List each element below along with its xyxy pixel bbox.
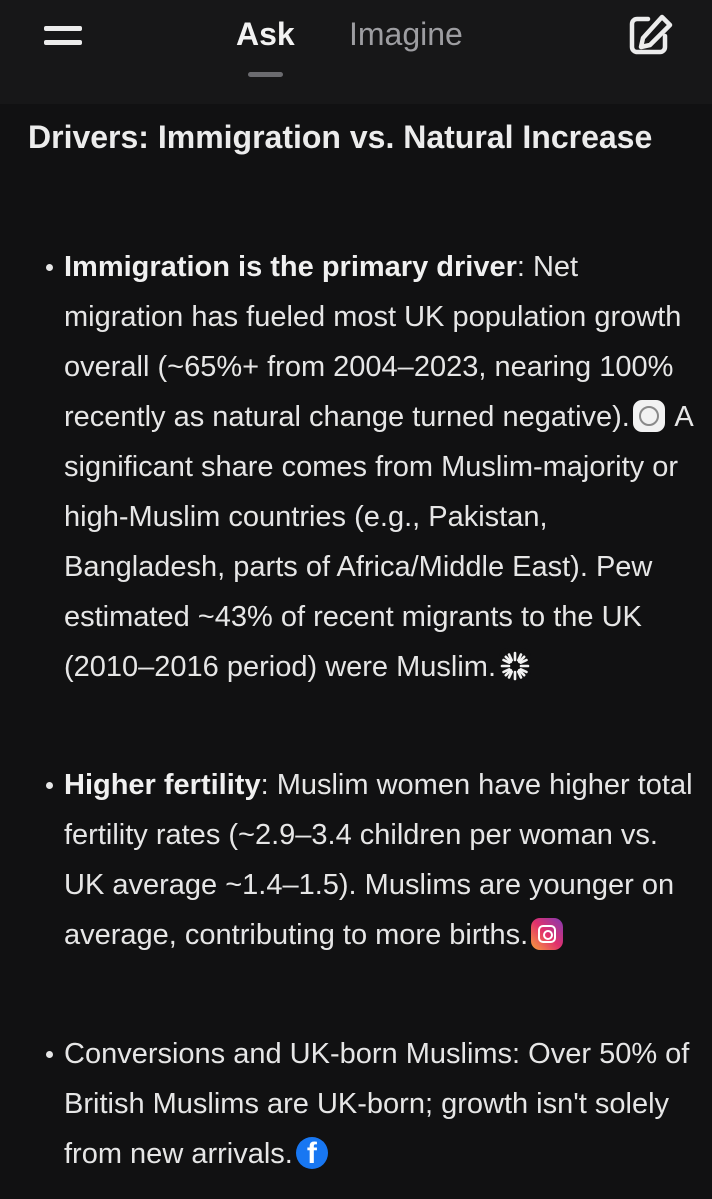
section-heading: Drivers: Immigration vs. Natural Increase — [28, 119, 653, 155]
tab-ask[interactable]: Ask — [236, 16, 295, 52]
bullet-text: Conversions and UK-born Muslims: Over 50% of British Muslims are UK-born; growth isn't solely from new arrivals. — [64, 1038, 690, 1170]
response-content — [0, 104, 712, 1199]
bullet-bold-label: Higher fertility — [64, 769, 261, 801]
bullet-text: A significant share comes from Muslim-majority or high-Muslim countries (e.g., Pakistan, Bangladesh, parts of Africa/Middle East). Pew estimated ~43% of recent migrants to the UK (2010–2016 period) were Muslim. — [64, 401, 693, 683]
instagram-icon[interactable] — [531, 918, 563, 950]
top-bar — [0, 0, 712, 104]
list-item — [64, 1029, 694, 1179]
bullet-text: : Muslim women have higher total fertility rates (~2.9–3.4 children per woman vs. UK average ~1.4–1.5). Muslims are younger on average, contributing to more births. — [64, 769, 693, 951]
edit-icon[interactable] — [626, 12, 676, 58]
gov-seal-icon[interactable] — [633, 400, 665, 432]
active-tab-indicator — [248, 72, 283, 77]
bullet-bold-label: Immigration is the primary driver — [64, 251, 517, 283]
list-item — [64, 760, 694, 960]
menu-icon[interactable] — [38, 18, 88, 52]
facebook-icon[interactable]: f — [296, 1137, 328, 1169]
list-item — [64, 242, 694, 692]
tab-imagine[interactable]: Imagine — [349, 16, 463, 52]
pew-burst-icon[interactable] — [499, 648, 531, 680]
bullet-text: : Net migration has fueled most UK population growth overall (~65%+ from 2004–2023, nearing 100% recently as natural change turned negative). — [64, 251, 682, 433]
